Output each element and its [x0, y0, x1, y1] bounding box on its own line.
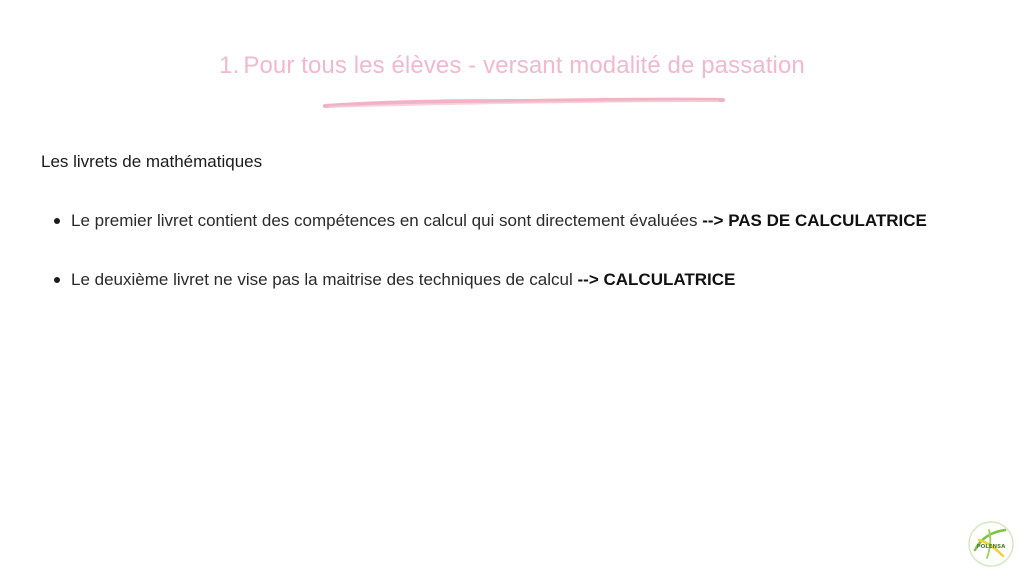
title-underline [322, 97, 726, 111]
slide-title [0, 51, 1024, 81]
bullet-text: Le deuxième livret ne vise pas la maitrise des techniques de calcul [71, 270, 578, 289]
slide-title-number: 1. [219, 52, 240, 79]
bullet-dot-icon [54, 218, 60, 224]
bullet-emphasis: --> PAS DE CALCULATRICE [702, 211, 927, 230]
list-item [54, 210, 927, 232]
section-label: Les livrets de mathématiques [41, 152, 263, 171]
bullet-emphasis: --> CALCULATRICE [577, 270, 736, 289]
slide-title-text: Pour tous les élèves - versant modalité de passation [243, 52, 805, 79]
bullet-text: Le premier livret contient des compétences en calcul qui sont directement évaluées [71, 211, 703, 230]
bullet-dot-icon [54, 277, 60, 283]
list-item [54, 269, 927, 291]
bullet-list [54, 210, 927, 328]
logo-text: POLENSA [976, 544, 1006, 550]
polensa-logo-icon [967, 520, 1015, 568]
